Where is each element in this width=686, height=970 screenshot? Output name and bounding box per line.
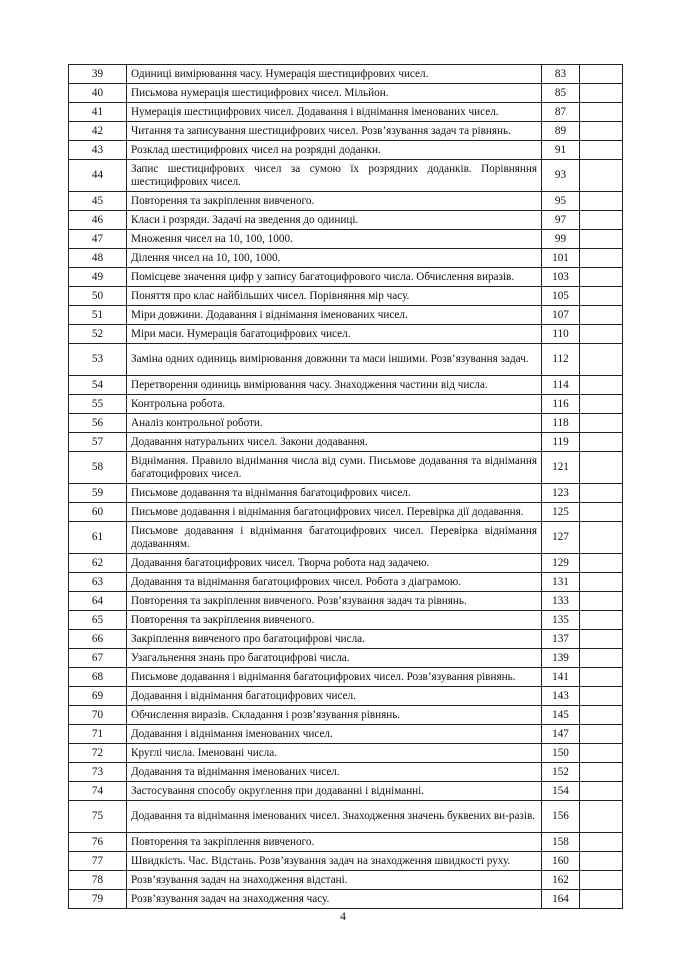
table-row [69,611,623,630]
empty-cell [580,192,623,211]
empty-cell [580,573,623,592]
lesson-number: 50 [69,287,127,306]
lesson-page: 147 [542,725,580,744]
table-row [69,433,623,452]
lesson-title: Віднімання. Правило віднімання числа від суми. Письмове додавання та віднімання багатоцифрових чисел. [127,452,542,484]
lesson-number: 68 [69,668,127,687]
lesson-page: 127 [542,522,580,554]
lesson-title: Повторення та закріплення вивченого. Розв’язування задач та рівнянь. [127,592,542,611]
lesson-page: 152 [542,763,580,782]
lesson-page: 87 [542,103,580,122]
lesson-number: 62 [69,554,127,573]
lesson-number: 60 [69,503,127,522]
lesson-number: 57 [69,433,127,452]
lesson-page: 97 [542,211,580,230]
table-row [69,249,623,268]
lesson-page: 101 [542,249,580,268]
table-row [69,268,623,287]
lesson-page: 139 [542,649,580,668]
lesson-number: 65 [69,611,127,630]
table-row [69,122,623,141]
lesson-number: 76 [69,833,127,852]
lesson-number: 71 [69,725,127,744]
lesson-page: 105 [542,287,580,306]
lesson-number: 73 [69,763,127,782]
lesson-number: 47 [69,230,127,249]
lesson-title: Повторення та закріплення вивченого. [127,611,542,630]
empty-cell [580,452,623,484]
empty-cell [580,249,623,268]
lesson-number: 79 [69,890,127,909]
table-row [69,230,623,249]
table-row [69,395,623,414]
lesson-number: 55 [69,395,127,414]
table-row [69,325,623,344]
lesson-page: 114 [542,376,580,395]
empty-cell [580,630,623,649]
table-row [69,763,623,782]
table-row [69,306,623,325]
lesson-page: 103 [542,268,580,287]
lesson-page: 107 [542,306,580,325]
table-row [69,687,623,706]
lesson-title: Додавання та віднімання багатоцифрових чисел. Робота з діаграмою. [127,573,542,592]
lesson-page: 156 [542,801,580,833]
lesson-page: 143 [542,687,580,706]
empty-cell [580,611,623,630]
lesson-title: Письмова нумерація шестицифрових чисел. Мільйон. [127,84,542,103]
lesson-number: 61 [69,522,127,554]
lesson-number: 39 [69,65,127,84]
empty-cell [580,668,623,687]
lesson-title: Додавання і віднімання багатоцифрових чисел. [127,687,542,706]
lesson-page: 89 [542,122,580,141]
lesson-title: Застосування способу округлення при додаванні і відніманні. [127,782,542,801]
lesson-page: 150 [542,744,580,763]
lesson-number: 72 [69,744,127,763]
table-row [69,668,623,687]
empty-cell [580,122,623,141]
table-row [69,103,623,122]
table-row [69,801,623,833]
lesson-title: Повторення та закріплення вивченого. [127,833,542,852]
lesson-page: 125 [542,503,580,522]
lesson-number: 63 [69,573,127,592]
lesson-page: 137 [542,630,580,649]
empty-cell [580,833,623,852]
lesson-number: 78 [69,871,127,890]
lesson-page: 141 [542,668,580,687]
table-row [69,554,623,573]
lesson-title: Поняття про клас найбільших чисел. Порівняння мір часу. [127,287,542,306]
table-row [69,287,623,306]
empty-cell [580,325,623,344]
contents-table [68,64,623,909]
empty-cell [580,763,623,782]
lesson-title: Швидкість. Час. Відстань. Розв’язування задач на знаходження швидкості руху. [127,852,542,871]
table-row [69,725,623,744]
table-row [69,649,623,668]
empty-cell [580,484,623,503]
lesson-title: Додавання та віднімання іменованих чисел. [127,763,542,782]
lesson-title: Заміна одних одиниць вимірювання довжини та маси іншими. Розв’язування задач. [127,344,542,376]
lesson-page: 133 [542,592,580,611]
lesson-number: 45 [69,192,127,211]
lesson-title: Аналіз контрольної роботи. [127,414,542,433]
empty-cell [580,782,623,801]
empty-cell [580,871,623,890]
lesson-number: 51 [69,306,127,325]
lesson-title: Запис шестицифрових чисел за сумою їх розрядних доданків. Порівняння шестицифрових чисел. [127,160,542,192]
table-row [69,630,623,649]
lesson-title: Ділення чисел на 10, 100, 1000. [127,249,542,268]
empty-cell [580,287,623,306]
empty-cell [580,522,623,554]
table-row [69,192,623,211]
lesson-page: 129 [542,554,580,573]
lesson-number: 43 [69,141,127,160]
lesson-title: Письмове додавання та віднімання багатоцифрових чисел. [127,484,542,503]
empty-cell [580,376,623,395]
table-row [69,592,623,611]
lesson-page: 91 [542,141,580,160]
lesson-number: 52 [69,325,127,344]
lesson-page: 93 [542,160,580,192]
contents-table-body [69,65,623,909]
lesson-title: Розклад шестицифрових чисел на розрядні доданки. [127,141,542,160]
table-row [69,211,623,230]
empty-cell [580,592,623,611]
table-row [69,141,623,160]
lesson-title: Розв’язування задач на знаходження відстані. [127,871,542,890]
table-row [69,522,623,554]
lesson-number: 77 [69,852,127,871]
lesson-number: 54 [69,376,127,395]
lesson-title: Контрольна робота. [127,395,542,414]
empty-cell [580,852,623,871]
table-row [69,452,623,484]
empty-cell [580,395,623,414]
lesson-title: Перетворення одиниць вимірювання часу. Знаходження частини від числа. [127,376,542,395]
table-row [69,706,623,725]
lesson-page: 118 [542,414,580,433]
lesson-page: 83 [542,65,580,84]
lesson-title: Одиниці вимірювання часу. Нумерація шестицифрових чисел. [127,65,542,84]
lesson-page: 135 [542,611,580,630]
lesson-number: 56 [69,414,127,433]
lesson-number: 67 [69,649,127,668]
empty-cell [580,744,623,763]
lesson-title: Міри довжини. Додавання і віднімання іменованих чисел. [127,306,542,325]
lesson-title: Класи і розряди. Задачі на зведення до одиниці. [127,211,542,230]
lesson-number: 58 [69,452,127,484]
table-row [69,744,623,763]
lesson-title: Закріплення вивченого про багатоцифрові числа. [127,630,542,649]
lesson-title: Множення чисел на 10, 100, 1000. [127,230,542,249]
lesson-number: 74 [69,782,127,801]
lesson-page: 99 [542,230,580,249]
lesson-page: 131 [542,573,580,592]
lesson-number: 53 [69,344,127,376]
lesson-page: 112 [542,344,580,376]
empty-cell [580,230,623,249]
lesson-page: 164 [542,890,580,909]
table-row [69,871,623,890]
lesson-number: 49 [69,268,127,287]
table-row [69,484,623,503]
empty-cell [580,268,623,287]
table-row [69,573,623,592]
lesson-title: Круглі числа. Іменовані числа. [127,744,542,763]
empty-cell [580,211,623,230]
empty-cell [580,725,623,744]
table-row [69,782,623,801]
lesson-number: 44 [69,160,127,192]
lesson-title: Розв’язування задач на знаходження часу. [127,890,542,909]
lesson-page: 116 [542,395,580,414]
empty-cell [580,706,623,725]
table-row [69,414,623,433]
lesson-number: 46 [69,211,127,230]
lesson-number: 42 [69,122,127,141]
lesson-number: 69 [69,687,127,706]
table-row [69,833,623,852]
empty-cell [580,306,623,325]
table-row [69,344,623,376]
empty-cell [580,65,623,84]
lesson-title: Міри маси. Нумерація багатоцифрових чисел. [127,325,542,344]
table-row [69,890,623,909]
table-row [69,376,623,395]
lesson-number: 66 [69,630,127,649]
lesson-number: 48 [69,249,127,268]
empty-cell [580,84,623,103]
empty-cell [580,103,623,122]
lesson-title: Обчислення виразів. Складання і розв’язування рівнянь. [127,706,542,725]
table-row [69,160,623,192]
table-row [69,84,623,103]
lesson-title: Додавання натуральних чисел. Закони додавання. [127,433,542,452]
empty-cell [580,801,623,833]
lesson-title: Додавання та віднімання іменованих чисел. Знаходження значень буквених ви-разів. [127,801,542,833]
lesson-page: 145 [542,706,580,725]
lesson-page: 154 [542,782,580,801]
lesson-title: Письмове додавання і віднімання багатоцифрових чисел. Розв’язування рівнянь. [127,668,542,687]
empty-cell [580,503,623,522]
lesson-number: 75 [69,801,127,833]
lesson-title: Письмове додавання і віднімання багатоцифрових чисел. Перевірка дії додавання. [127,503,542,522]
lesson-page: 121 [542,452,580,484]
lesson-title: Нумерація шестицифрових чисел. Додавання і віднімання іменованих чисел. [127,103,542,122]
empty-cell [580,554,623,573]
lesson-page: 95 [542,192,580,211]
lesson-page: 158 [542,833,580,852]
lesson-title: Читання та записування шестицифрових чисел. Розв’язування задач та рівнянь. [127,122,542,141]
lesson-title: Узагальнення знань про багатоцифрові числа. [127,649,542,668]
lesson-title: Додавання і віднімання іменованих чисел. [127,725,542,744]
empty-cell [580,687,623,706]
empty-cell [580,160,623,192]
lesson-page: 162 [542,871,580,890]
lesson-number: 59 [69,484,127,503]
empty-cell [580,433,623,452]
lesson-title: Повторення та закріплення вивченого. [127,192,542,211]
lesson-page: 85 [542,84,580,103]
empty-cell [580,890,623,909]
lesson-number: 41 [69,103,127,122]
empty-cell [580,414,623,433]
lesson-page: 160 [542,852,580,871]
page-number: 4 [340,909,346,923]
lesson-number: 70 [69,706,127,725]
table-row [69,503,623,522]
lesson-title: Письмове додавання і віднімання багатоцифрових чисел. Перевірка віднімання додаванням. [127,522,542,554]
empty-cell [580,344,623,376]
table-row [69,852,623,871]
lesson-number: 40 [69,84,127,103]
empty-cell [580,649,623,668]
table-row [69,65,623,84]
lesson-page: 110 [542,325,580,344]
lesson-number: 64 [69,592,127,611]
lesson-title: Помісцеве значення цифр у запису багатоцифрового числа. Обчислення виразів. [127,268,542,287]
empty-cell [580,141,623,160]
lesson-title: Додавання багатоцифрових чисел. Творча робота над задачею. [127,554,542,573]
lesson-page: 123 [542,484,580,503]
lesson-page: 119 [542,433,580,452]
